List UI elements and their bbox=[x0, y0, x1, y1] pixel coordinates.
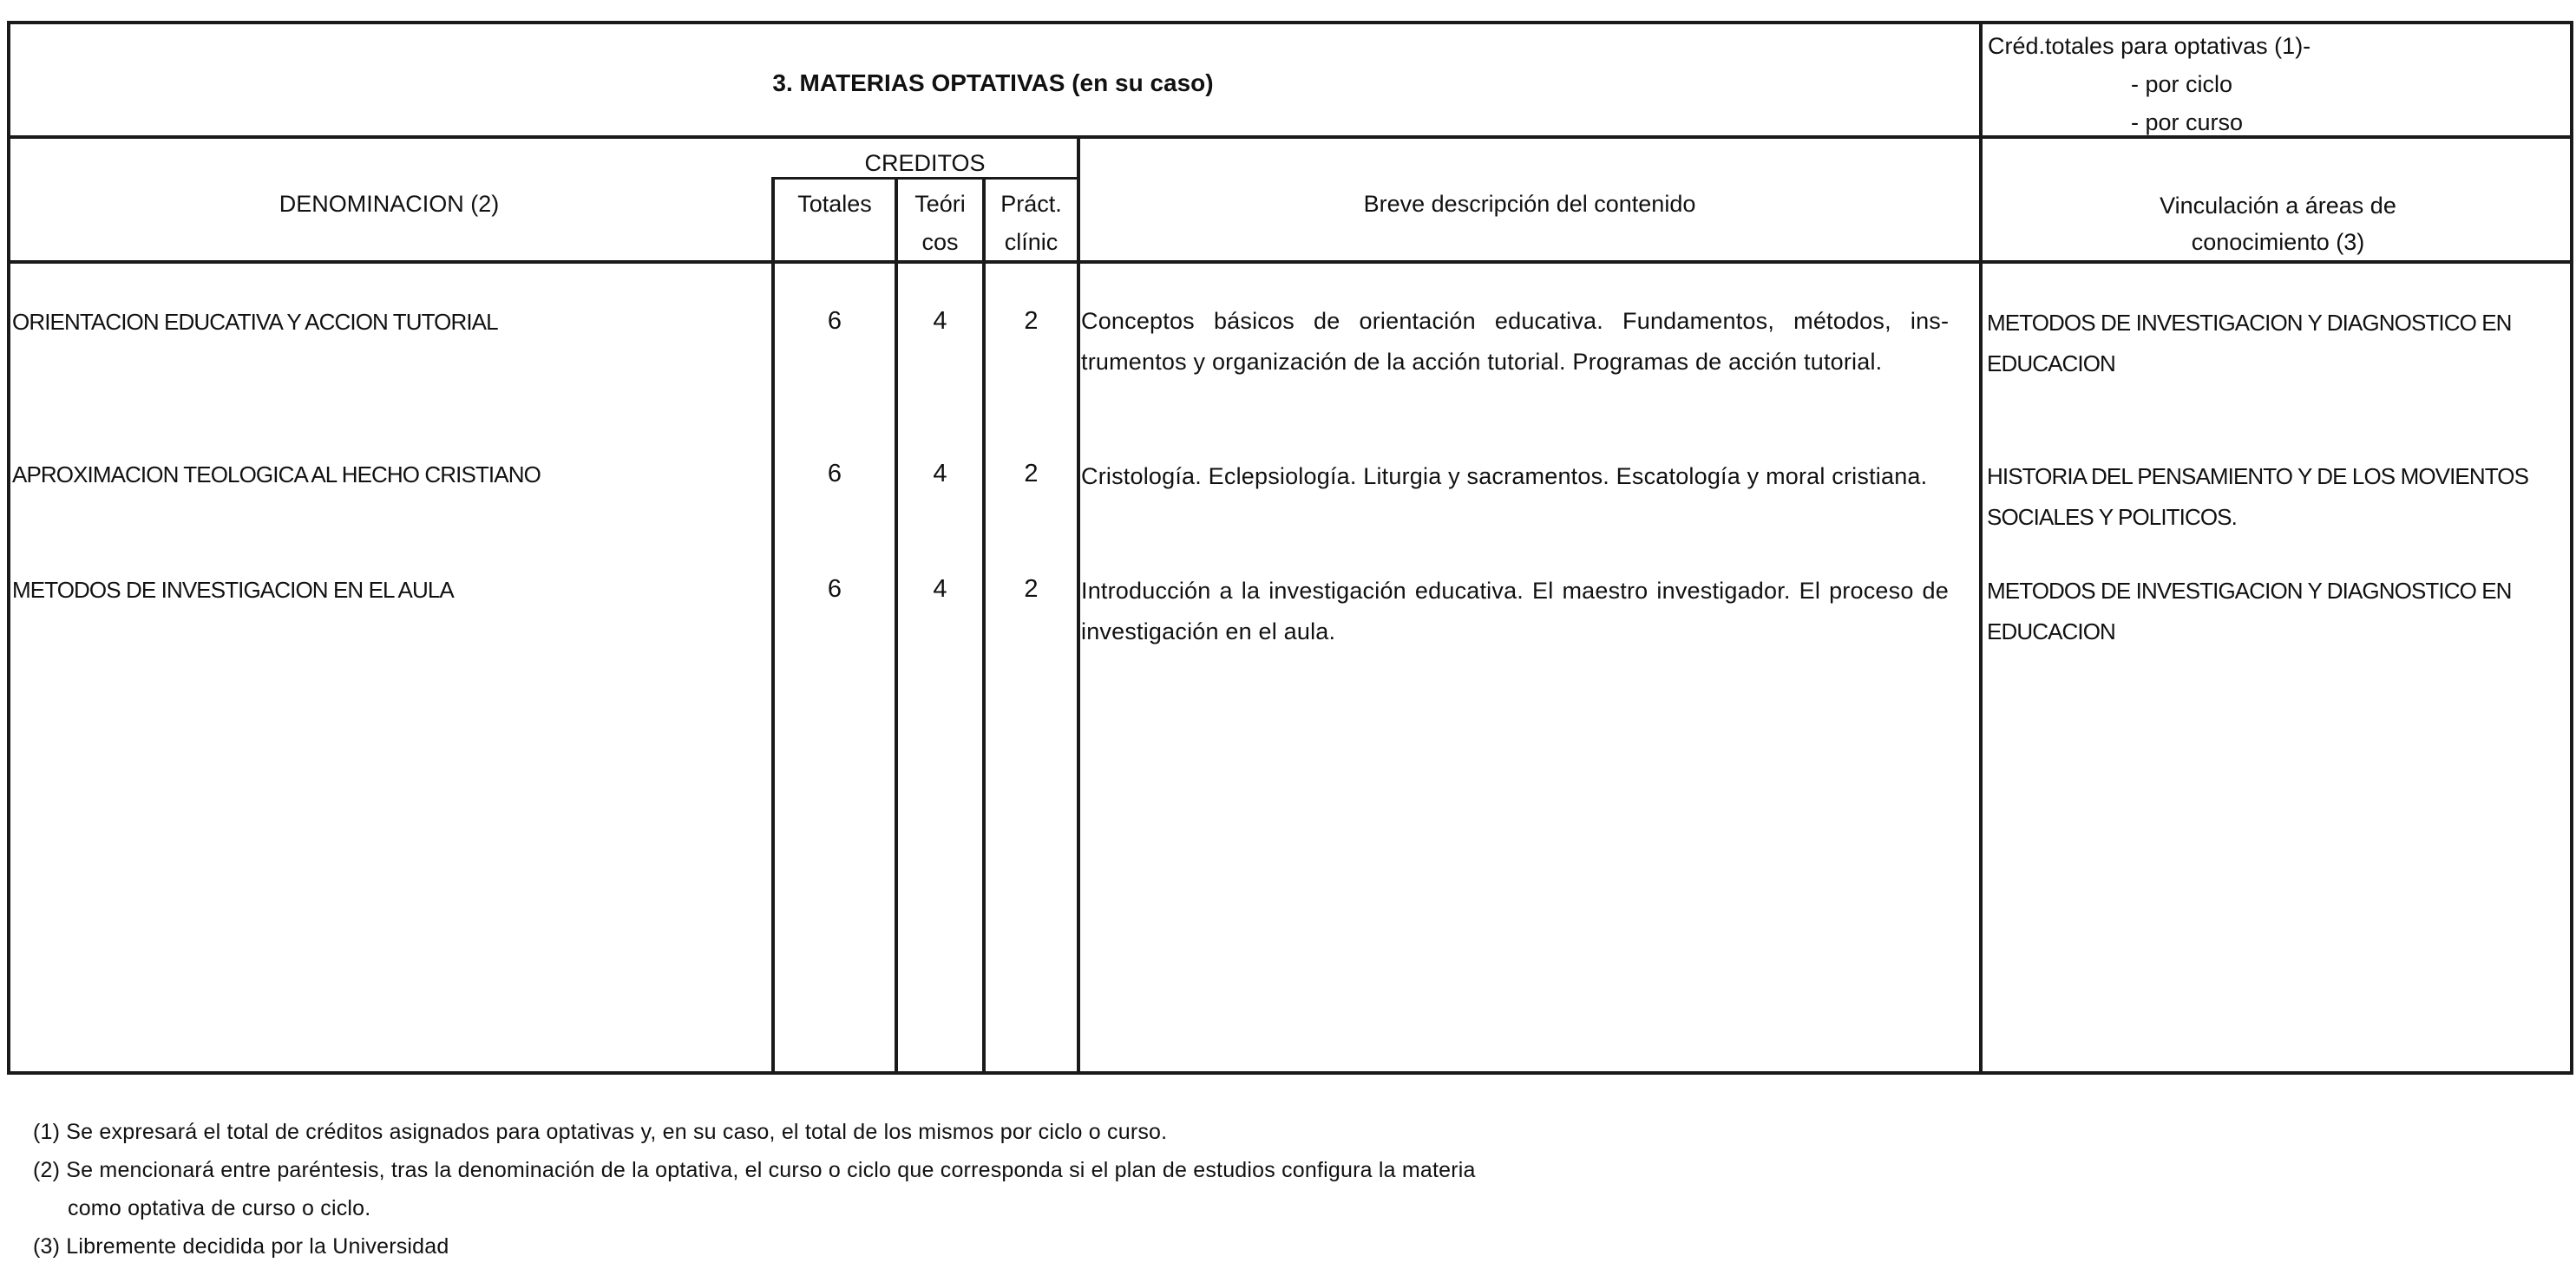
row-3-totales: 6 bbox=[827, 575, 842, 603]
row-2-denominacion: APROXIMACION TEOLOGICA AL HECHO CRISTIANO bbox=[12, 461, 541, 487]
row-1-practicos: 2 bbox=[1024, 307, 1039, 335]
footnote-1: (1) Se expresará el total de créditos asignados para optativas y, en su caso, el total de los mismos por ciclo o curso. bbox=[33, 1120, 1168, 1144]
row-1-teoricos: 4 bbox=[933, 307, 947, 335]
section-title: 3. MATERIAS OPTATIVAS (en su caso) bbox=[772, 69, 1214, 96]
row-2-descripcion: Cristología. Eclepsiología. Liturgia y sacramentos. Escatología y moral cristiana. bbox=[1081, 463, 1928, 489]
row-2-practicos: 2 bbox=[1024, 460, 1039, 487]
row-3-practicos: 2 bbox=[1024, 575, 1039, 603]
col-header-practicos-2: clínic bbox=[1004, 229, 1059, 255]
col-header-teoricos-1: Teóri bbox=[914, 191, 966, 217]
credits-divider bbox=[771, 177, 1078, 180]
credits-box-line3: - por curso bbox=[2131, 109, 2244, 135]
col-header-teoricos-2: cos bbox=[921, 229, 959, 255]
col-header-vinculacion-1: Vinculación a áreas de bbox=[2160, 193, 2396, 219]
footnote-3: (3) Libremente decidida por la Universidad bbox=[33, 1234, 449, 1259]
col-header-totales: Totales bbox=[797, 191, 872, 217]
header-divider bbox=[7, 135, 2573, 139]
row-2-teoricos: 4 bbox=[933, 460, 947, 487]
row-3-descripcion: Introducción a la investigación educativa. El maestro investigador. El proceso de investigación en el aula. bbox=[1081, 578, 1949, 644]
col-divider-vinculacion bbox=[1979, 21, 1983, 1075]
col-header-vinculacion-2: conocimiento (3) bbox=[2191, 229, 2365, 255]
row-2-vinculacion: HISTORIA DEL PENSAMIENTO Y DE LOS MOVIENTOS SOCIALES Y POLITICOS. bbox=[1987, 463, 2529, 530]
table-frame bbox=[7, 21, 2573, 1075]
row-3-vinculacion: METODOS DE INVESTIGACION Y DIAGNOSTICO EN EDUCACION bbox=[1987, 578, 2512, 644]
col-header-creditos: CREDITOS bbox=[864, 150, 986, 176]
footnote-2-continuation: como optativa de curso o ciclo. bbox=[68, 1196, 371, 1220]
column-header-divider bbox=[7, 260, 2573, 264]
row-2-totales: 6 bbox=[827, 460, 842, 487]
credits-box-line2: - por ciclo bbox=[2131, 71, 2233, 97]
footnote-2: (2) Se mencionará entre paréntesis, tras la denominación de la optativa, el curso o ciclo que corresponda si el plan de estudios configura la materia bbox=[33, 1158, 1476, 1182]
col-divider-descripcion bbox=[1077, 135, 1080, 1075]
row-3-denominacion: METODOS DE INVESTIGACION EN EL AULA bbox=[12, 577, 454, 603]
col-header-denominacion: DENOMINACION (2) bbox=[279, 191, 500, 217]
row-1-totales: 6 bbox=[827, 307, 842, 335]
row-1-vinculacion: METODOS DE INVESTIGACION Y DIAGNOSTICO EN EDUCACION bbox=[1987, 310, 2512, 376]
col-header-descripcion: Breve descripción del contenido bbox=[1363, 191, 1696, 217]
row-1-denominacion: ORIENTACION EDUCATIVA Y ACCION TUTORIAL bbox=[12, 309, 498, 335]
credits-box-line1: Créd.totales para optativas (1)- bbox=[1988, 33, 2311, 59]
row-1-descripcion: Conceptos básicos de orientación educativa. Fundamentos, métodos, instrumentos y organización de la acción tutorial. Programas de acción tutorial. bbox=[1081, 308, 1949, 375]
row-3-teoricos: 4 bbox=[933, 575, 947, 603]
col-header-practicos-1: Práct. bbox=[1000, 191, 1062, 217]
